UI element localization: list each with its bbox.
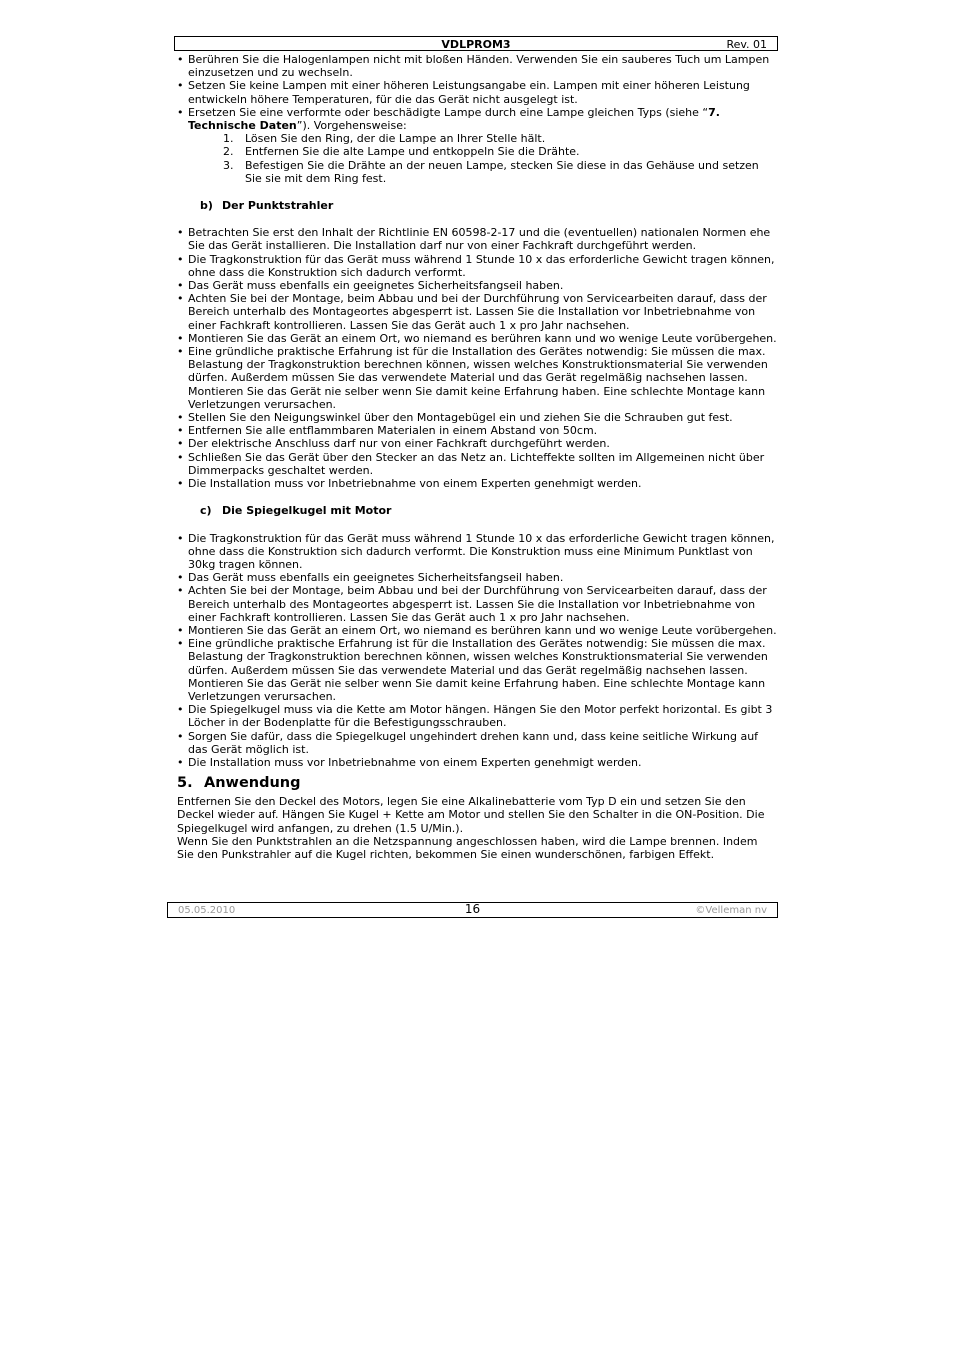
- section-heading-anwendung: [177, 774, 777, 792]
- list-item: • Die Tragkonstruktion für das Gerät muss während 1 Stunde 10 x das erforderliche Gewicht tragen können, ohne dass die Konstruktion sich dadurch verformt.: [177, 253, 777, 279]
- subsection-letter: c): [200, 504, 212, 518]
- list-item: • Eine gründliche praktische Erfahrung ist für die Installation des Gerätes notwendig: Sie müssen die max. Belastung der Tragkonstruktion berechnen können, wissen welches Konstruktionsmaterial Sie verwenden dürfen. Außerdem müssen Sie das verwendete Material und das Gerät regelmäßig nachsehen lassen. Montieren Sie das Gerät nie selber wenn Sie damit keine Erfahrung haben. Eine schlechte Montage kann Verletzungen verursachen.: [177, 637, 777, 703]
- technical-data-reference: 7. Technische Daten: [188, 105, 720, 133]
- step-item: [223, 132, 777, 145]
- list-item: • Der elektrische Anschluss darf nur von einer Fachkraft durchgeführt werden.: [177, 437, 777, 450]
- list-item: [177, 106, 777, 132]
- subsection-heading-c: [200, 504, 777, 517]
- list-item: • Stellen Sie den Neigungswinkel über den Montagebügel ein und ziehen Sie die Schrauben gut fest.: [177, 411, 777, 424]
- usage-paragraph: Entfernen Sie den Deckel des Motors, legen Sie eine Alkalinebatterie vom Typ D ein und setzen Sie den Deckel wieder auf. Hängen Sie Kugel + Kette am Motor und stellen Sie den Schalter in die ON-Position. Die Spiegelkugel wird anfangen, zu drehen (1.5 U/Min.).: [177, 795, 765, 835]
- step-item: [223, 145, 777, 158]
- footer-copyright: ©Velleman nv: [695, 905, 767, 916]
- step-text: Entfernen Sie die alte Lampe und entkoppeln Sie die Drähte.: [245, 145, 580, 159]
- list-item: • Setzen Sie keine Lampen mit einer höheren Leistungsangabe ein. Lampen mit einer höheren Leistung entwickeln höhere Temperaturen, für die das Gerät nicht ausgelegt ist.: [177, 79, 777, 105]
- list-item: • Die Spiegelkugel muss via die Kette am Motor hängen. Hängen Sie den Motor perfekt horizontal. Es gibt 3 Löcher in der Bodenplatte für die Befestigungsschrauben.: [177, 703, 777, 729]
- model-name: VDLPROM3: [441, 38, 511, 51]
- list-item: • Sorgen Sie dafür, dass die Spiegelkugel ungehindert drehen kann und, dass keine seitliche Wirkung auf das Gerät möglich ist.: [177, 730, 777, 756]
- replace-text-after: ”). Vorgehensweise:: [296, 119, 407, 133]
- document-body: [177, 53, 777, 861]
- revision-label: Rev. 01: [726, 38, 767, 51]
- step-text: Befestigen Sie die Drähte an der neuen Lampe, stecken Sie diese in das Gehäuse und setzen Sie sie mit dem Ring fest.: [245, 158, 759, 185]
- mirrorball-bullet-list: [177, 532, 777, 770]
- list-item: • Berühren Sie die Halogenlampen nicht mit bloßen Händen. Verwenden Sie ein sauberes Tuch um Lampen einzusetzen und zu wechseln.: [177, 53, 777, 79]
- list-item: • Achten Sie bei der Montage, beim Abbau und bei der Durchführung von Servicearbeiten darauf, dass der Bereich unterhalb des Montageortes abgesperrt ist. Lassen Sie die Installation vor Inbetriebnahme von einer Fachkraft kontrollieren. Lassen Sie das Gerät auch 1 x pro Jahr nachsehen.: [177, 584, 777, 624]
- step-item: [223, 159, 777, 185]
- subsection-title: Der Punktstrahler: [222, 199, 334, 213]
- list-item: • Montieren Sie das Gerät an einem Ort, wo niemand es berühren kann und wo wenige Leute vorübergehen.: [177, 332, 777, 345]
- subsection-heading-b: [200, 199, 777, 212]
- page-footer: [167, 902, 778, 918]
- section-title: Anwendung: [204, 775, 301, 792]
- replace-text-before: Ersetzen Sie eine verformte oder beschädigte Lampe durch eine Lampe gleichen Typs (siehe “: [188, 105, 709, 119]
- step-number: 3.: [223, 158, 234, 172]
- list-item: • Die Installation muss vor Inbetriebnahme von einem Experten genehmigt werden.: [177, 477, 777, 490]
- subsection-letter: b): [200, 199, 213, 213]
- list-item: • Entfernen Sie alle entflammbaren Materialen in einem Abstand von 50cm.: [177, 424, 777, 437]
- spotlight-bullet-list: [177, 226, 777, 490]
- list-item: • Die Tragkonstruktion für das Gerät muss während 1 Stunde 10 x das erforderliche Gewicht tragen können, ohne dass die Konstruktion sich dadurch verformt. Die Konstruktion muss eine Minimum Punktlast von 30kg tragen können.: [177, 532, 777, 572]
- list-item: • Achten Sie bei der Montage, beim Abbau und bei der Durchführung von Servicearbeiten darauf, dass der Bereich unterhalb des Montageortes abgesperrt ist. Lassen Sie die Installation vor Inbetriebnahme von einer Fachkraft kontrollieren. Lassen Sie das Gerät auch 1 x pro Jahr nachsehen.: [177, 292, 777, 332]
- list-item: • Die Installation muss vor Inbetriebnahme von einem Experten genehmigt werden.: [177, 756, 777, 769]
- step-number: 2.: [223, 145, 234, 159]
- footer-date: 05.05.2010: [178, 905, 236, 916]
- list-item: • Eine gründliche praktische Erfahrung ist für die Installation des Gerätes notwendig: Sie müssen die max. Belastung der Tragkonstruktion berechnen können, wissen welches Konstruktionsmaterial Sie verwenden dürfen. Außerdem müssen Sie das verwendete Material und das Gerät regelmäßig nachsehen lassen. Montieren Sie das Gerät nie selber wenn Sie damit keine Erfahrung haben. Eine schlechte Montage kann Verletzungen verursachen.: [177, 345, 777, 411]
- usage-paragraph: Wenn Sie den Punktstrahlen an die Netzspannung angeschlossen haben, wird die Lampe brennen. Indem Sie den Punkstrahler auf die Kugel richten, bekommen Sie einen wunderschönen, farbigen Effekt.: [177, 834, 758, 861]
- replacement-steps: [177, 132, 777, 185]
- lamp-bullet-list: [177, 53, 777, 132]
- page-header: [174, 36, 778, 51]
- list-item: • Das Gerät muss ebenfalls ein geeignetes Sicherheitsfangseil haben.: [177, 571, 777, 584]
- step-text: Lösen Sie den Ring, der die Lampe an Ihrer Stelle hält.: [245, 132, 546, 146]
- list-item: • Montieren Sie das Gerät an einem Ort, wo niemand es berühren kann und wo wenige Leute vorübergehen.: [177, 624, 777, 637]
- list-item: • Das Gerät muss ebenfalls ein geeignetes Sicherheitsfangseil haben.: [177, 279, 777, 292]
- list-item: • Betrachten Sie erst den Inhalt der Richtlinie EN 60598-2-17 und die (eventuellen) nationalen Normen ehe Sie das Gerät installieren. Die Installation darf nur von einer Fachkraft durchgeführt werden.: [177, 226, 777, 252]
- list-item: • Schließen Sie das Gerät über den Stecker an das Netz an. Lichteffekte sollten im Allgemeinen nicht über Dimmerpacks geschaltet werden.: [177, 451, 777, 477]
- section-number: 5.: [177, 775, 193, 792]
- subsection-title: Die Spiegelkugel mit Motor: [222, 504, 392, 518]
- page-number: 16: [464, 902, 481, 916]
- step-number: 1.: [223, 132, 234, 146]
